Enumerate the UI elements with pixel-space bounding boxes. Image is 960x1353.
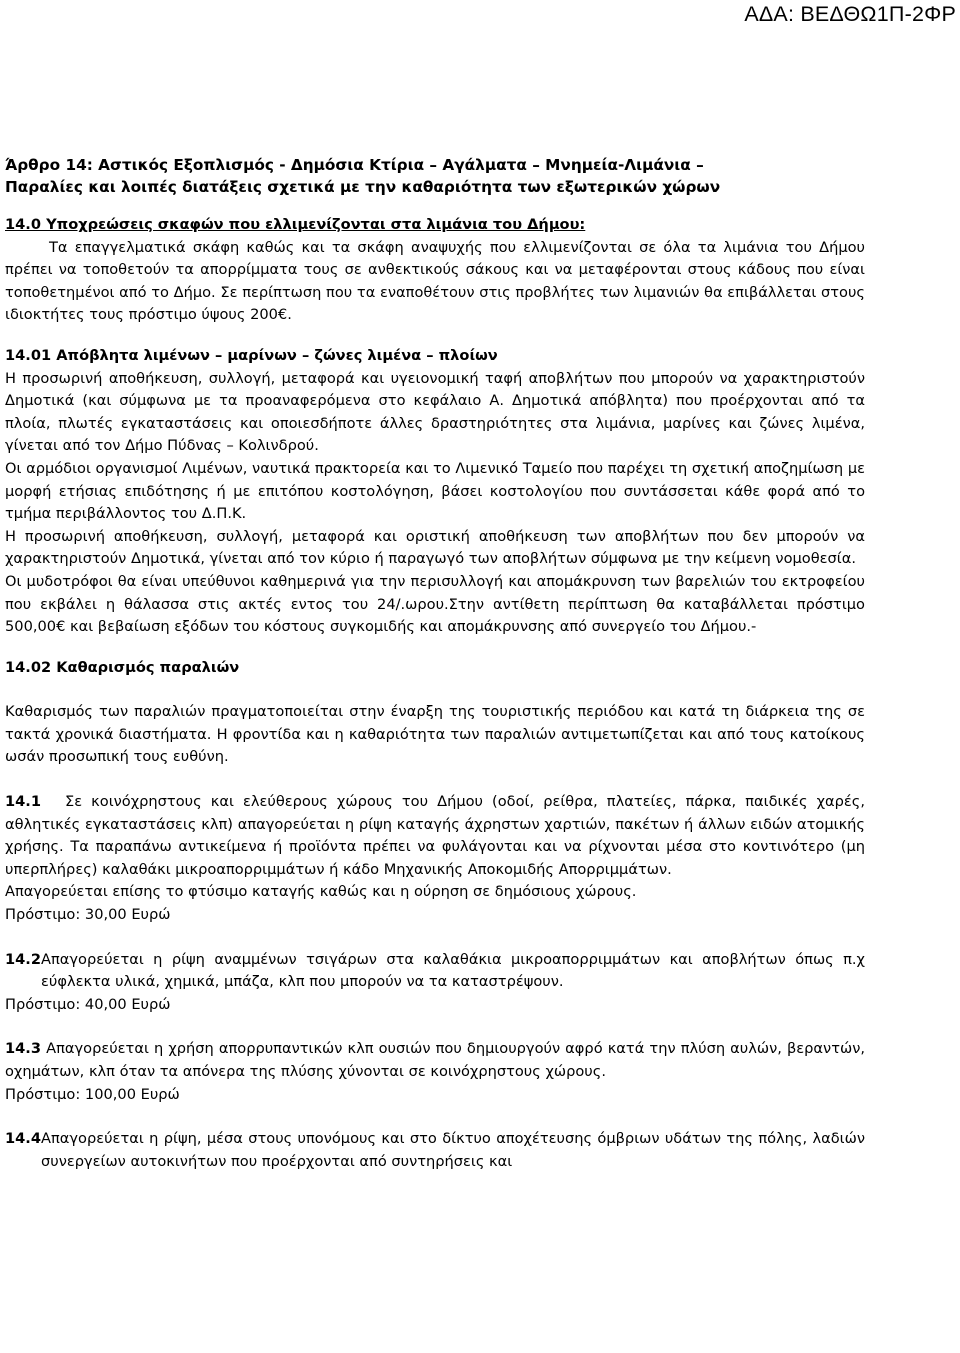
section-14-02-heading: 14.02 Καθαρισμός παραλιών [5,658,240,676]
section-14-0-heading: 14.0 Υποχρεώσεις σκαφών που ελλιμενίζονται στα λιμάνια του Δήμου: [5,216,586,233]
section-14-01-paragraph-2: Οι αρμόδιοι οργανισμοί Λιμένων, ναυτικά πρακτορεία και το Λιμενικό Ταμείο που παρέχει τη σχετική αποζημίωση με μορφή ετήσιας επιδότησης ή με επιτόπου κοστολόγηση, βάσει κοστολογίου που συντάσσεται κάθε φορά από το τμήμα περιβάλλοντος του Δ.Π.Κ. [5,459,865,523]
item-fine: Πρόστιμο: 30,00 Ευρώ [5,906,171,924]
document-body [5,154,865,1173]
item-text: Απαγορεύεται η ρίψη αναμμένων τσιγάρων στα καλαθάκια μικροαπορριμμάτων και αποβλήτων όπως π.χ εύφλεκτα υλικά, χημικά, μπάζα, κλπ που μπορούν να τα καταστρέψουν. [41,950,865,991]
item-fine: Πρόστιμο: 100,00 Ευρώ [5,1085,180,1103]
item-number: 14.2 [5,950,42,968]
section-14-01-paragraph-4: Οι μυδοτρόφοι θα είναι υπεύθυνοι καθημερινά για την περισυλλογή και απομάκρυνση των βαρελιών του εκτροφείου που εκβάλει η θάλασσα στις ακτές εντος του 24/.ωρου.Στην αντίθετη περίπτωση θα καταβάλλεται πρόστιμο 500,00€ και βεβαίωση εξόδων του κόστους συγκομιδής και απομάκρυνσης από συνεργείο του Δήμου.- [5,572,865,636]
article-title-line-2: Παραλίες και λοιπές διατάξεις σχετικά με την καθαριότητα των εξωτερικών χώρων [5,178,721,196]
ada-code: ΑΔΑ: ΒΕΔΘΩ1Π-2ΦΡ [744,2,956,26]
item-text: Απαγορεύεται η ρίψη, μέσα στους υπονόμους και στο δίκτυο αποχέτευσης όμβριων υδάτων της πόλης, λαδιών συνεργείων αυτοκινήτων που προέρχονται από συντηρήσεις και [41,1130,865,1170]
item-text: Απαγορεύεται η χρήση απορρυπαντικών κλπ ουσιών που δημιουργούν αφρό κατά την πλύση αυλών, βεραντών, οχημάτων, κλπ όταν τα απόνερα της πλύσης χύνονται σε κοινόχρηστους χώρους. [5,1040,865,1080]
section-14-01-paragraph-3: Η προσωρινή αποθήκευση, συλλογή, μεταφορά και οριστική αποθήκευση των αποβλήτων που δεν μπορούν να χαρακτηριστούν Δημοτικά, γίνεται από τον κύριο ή παραγωγό των αποβλήτων σύμφωνα με την κείμενη νομοθεσία. [5,527,865,568]
section-14-01-heading: 14.01 Απόβλητα λιμένων – μαρίνων – ζώνες λιμένα – πλοίων [5,346,498,364]
item-14-2 [5,949,865,1017]
item-number: 14.4 [5,1130,42,1148]
article-title-line-1: Άρθρο 14: Αστικός Εξοπλισμός - Δημόσια Κτίρια – Αγάλματα – Μνημεία-Λιμάνια – [5,156,704,174]
item-14-4 [5,1128,865,1173]
item-14-1 [5,791,865,927]
item-text: Σε κοινόχρηστους και ελεύθερους χώρους του Δήμου (οδοί, ρείθρα, πλατείες, πάρκα, παιδικές χαρές, αθλητικές εγκαταστάσεις κλπ) απαγορεύεται η ρίψη καταγής άχρηστων χαρτιών, πακέτων ή άλλων ειδών ατομικής χρήσης. Τα παραπάνω αντικείμενα ή προϊόντα πρέπει να φυλάγονται και να ρίχνονται μέσα στο κοντινότερο (μη υπερπλήρες) καλαθάκι μικροαπορριμμάτων ή κάδο Μηχανικής Αποκομιδής Απορριμμάτων. [5,793,865,878]
item-number: 14.3 [5,1040,42,1058]
section-14-0-paragraph: Τα επαγγελματικά σκάφη καθώς και τα σκάφη αναψυχής που ελλιμενίζονται σε όλα τα λιμάνια του Δήμου πρέπει να τοποθετούν τα απορρίμματα τους σε ανθεκτικούς σάκους και να μεταφέρονται στους κάδους που είναι τοποθετημένοι από το Δήμο. Σε περίπτωση που τα εναποθέτουν στις προβλήτες των λιμανιών θα επιβάλλεται στους ιδιοκτήτες τους πρόστιμο ύψους 200€. [5,238,865,324]
item-number: 14.1 [5,793,42,811]
section-14-01-paragraph-1: Η προσωρινή αποθήκευση, συλλογή, μεταφορά και υγειονομική ταφή αποβλήτων που μπορούν να χαρακτηριστούν Δημοτικά (και σύμφωνα με τα προαναφερόμενα στο κεφάλαιο Α. Δημοτικά απόβλητα) που προέρχονται από τα πλοία, πλωτές εγκαταστάσεις και οποιεσδήποτε άλλες δραστηριότητες στα λιμάνια, μαρίνες και ζώνες λιμένα, γίνεται από τον Δήμο Πύδνας – Κολινδρού. [5,369,865,455]
item-14-3 [5,1038,865,1106]
section-14-02-paragraph: Καθαρισμός των παραλιών πραγματοποιείται στην έναρξη της τουριστικής περιόδου και κατά τη διάρκεια της σε τακτά χρονικά διαστήματα. Η φροντίδα και η καθαριότητα των παραλιών αντιμετωπίζεται και από τους κατοίκους ωσάν προσωπική τους ευθύνη. [5,703,865,766]
item-fine: Πρόστιμο: 40,00 Ευρώ [5,995,171,1013]
item-extra: Απαγορεύεται επίσης το φτύσιμο καταγής καθώς και η ούρηση σε δημόσιους χώρους. [5,883,637,901]
